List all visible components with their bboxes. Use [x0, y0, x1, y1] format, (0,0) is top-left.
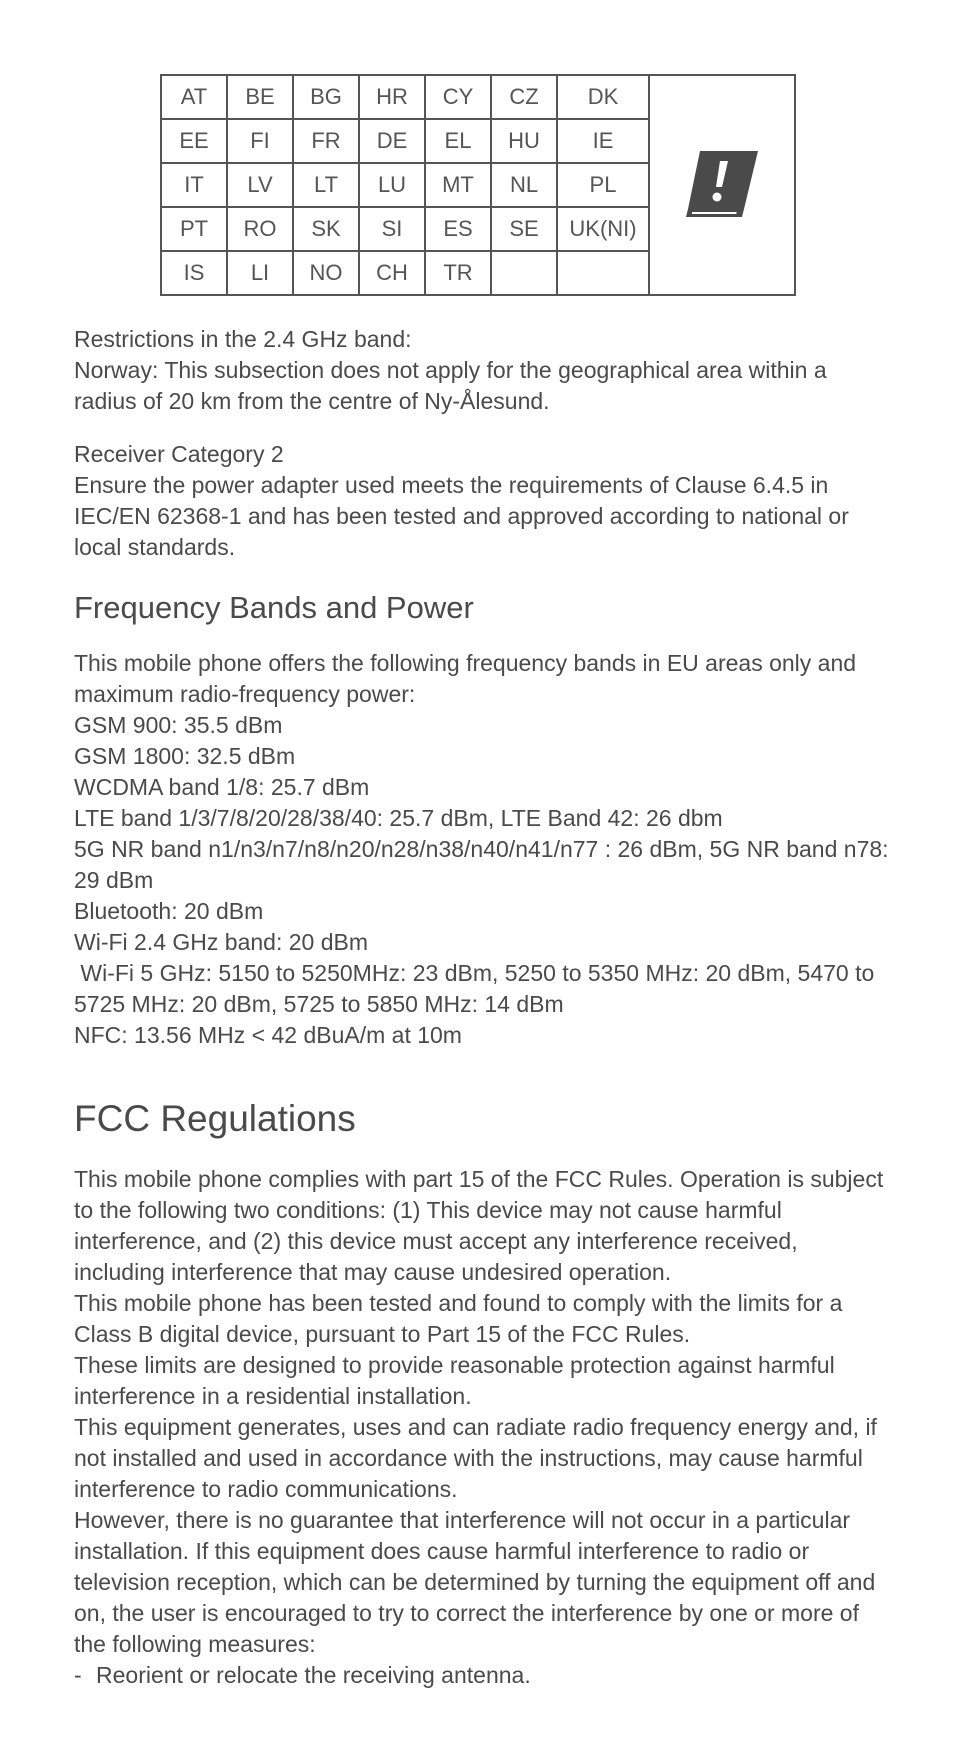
frequency-heading: Frequency Bands and Power — [74, 590, 474, 625]
country-cell: SI — [359, 207, 425, 251]
fcc-paragraph: These limits are designed to provide reasonable protection against harmful interference in a residential installation. — [74, 1352, 835, 1409]
country-cell: MT — [425, 163, 491, 207]
frequency-section — [74, 648, 894, 1051]
country-cell: BG — [293, 75, 359, 119]
country-cell: LV — [227, 163, 293, 207]
frequency-line: LTE band 1/3/7/8/20/28/38/40: 25.7 dBm, LTE Band 42: 26 dbm — [74, 805, 723, 831]
country-cell: ES — [425, 207, 491, 251]
country-cell: SK — [293, 207, 359, 251]
list-item — [74, 1660, 894, 1691]
country-cell: NL — [491, 163, 557, 207]
receiver-section — [74, 439, 894, 563]
frequency-line: Bluetooth: 20 dBm — [74, 898, 264, 924]
fcc-section — [74, 1164, 894, 1691]
frequency-line: NFC: 13.56 MHz < 42 dBuA/m at 10m — [74, 1022, 462, 1048]
country-cell: RO — [227, 207, 293, 251]
fcc-paragraph: This mobile phone has been tested and found to comply with the limits for a Class B digital device, pursuant to Part 15 of the FCC Rules. — [74, 1290, 843, 1347]
frequency-line: GSM 1800: 32.5 dBm — [74, 743, 296, 769]
country-cell — [491, 251, 557, 295]
country-cell: TR — [425, 251, 491, 295]
country-cell: DE — [359, 119, 425, 163]
country-cell: DK — [557, 75, 649, 119]
country-cell: HU — [491, 119, 557, 163]
country-cell: EL — [425, 119, 491, 163]
country-table — [160, 74, 796, 296]
country-cell: LT — [293, 163, 359, 207]
icon-cell — [649, 75, 795, 295]
country-cell: PL — [557, 163, 649, 207]
frequency-line: Wi-Fi 2.4 GHz band: 20 dBm — [74, 929, 368, 955]
frequency-line: WCDMA band 1/8: 25.7 dBm — [74, 774, 370, 800]
country-cell: CZ — [491, 75, 557, 119]
manual-warning-icon — [680, 147, 764, 223]
country-cell: SE — [491, 207, 557, 251]
restrictions-section — [74, 324, 894, 417]
country-cell: FR — [293, 119, 359, 163]
fcc-heading: FCC Regulations — [74, 1098, 356, 1139]
frequency-line: 5G NR band n1/n3/n7/n8/n20/n28/n38/n40/n41/n77 : 26 dBm, 5G NR band n78: 29 dBm — [74, 836, 889, 893]
bullet-dash: - — [74, 1662, 82, 1688]
country-cell: LI — [227, 251, 293, 295]
restrictions-body: Norway: This subsection does not apply for the geographical area within a radius of 20 km from the centre of Ny-Ålesund. — [74, 357, 827, 414]
country-cell: CH — [359, 251, 425, 295]
country-cell: IS — [161, 251, 227, 295]
frequency-line: GSM 900: 35.5 dBm — [74, 712, 283, 738]
country-cell: IT — [161, 163, 227, 207]
fcc-paragraph: However, there is no guarantee that interference will not occur in a particular installation. If this equipment does cause harmful interference to radio or television reception, which can be determined by turning the equipment off and on, the user is encouraged to try to correct the interference by one or more of the following measures: — [74, 1507, 876, 1657]
country-cell: BE — [227, 75, 293, 119]
frequency-intro: This mobile phone offers the following frequency bands in EU areas only and maximum radio-frequency power: — [74, 650, 857, 707]
country-cell: EE — [161, 119, 227, 163]
country-cell: UK(NI) — [557, 207, 649, 251]
country-cell: LU — [359, 163, 425, 207]
country-cell — [557, 251, 649, 295]
receiver-title: Receiver Category 2 — [74, 441, 284, 467]
frequency-line: Wi-Fi 5 GHz: 5150 to 5250MHz: 23 dBm, 5250 to 5350 MHz: 20 dBm, 5470 to 5725 MHz: 20 dBm, 5725 to 5850 MHz: 14 dBm — [74, 960, 881, 1017]
country-cell: PT — [161, 207, 227, 251]
country-cell: IE — [557, 119, 649, 163]
country-cell: CY — [425, 75, 491, 119]
bullet-text: Reorient or relocate the receiving antenna. — [96, 1662, 531, 1688]
fcc-paragraph: This equipment generates, uses and can radiate radio frequency energy and, if not installed and used in accordance with the instructions, may cause harmful interference to radio communications. — [74, 1414, 877, 1502]
restrictions-title: Restrictions in the 2.4 GHz band: — [74, 326, 412, 352]
country-cell: FI — [227, 119, 293, 163]
table-row — [161, 75, 795, 119]
country-cell: AT — [161, 75, 227, 119]
receiver-body: Ensure the power adapter used meets the requirements of Clause 6.4.5 in IEC/EN 62368-1 and has been tested and approved according to national or local standards. — [74, 472, 849, 560]
fcc-paragraph: This mobile phone complies with part 15 of the FCC Rules. Operation is subject to the following two conditions: (1) This device may not cause harmful interference, and (2) this device must accept any interference received, including interference that may cause undesired operation. — [74, 1166, 884, 1285]
country-cell: NO — [293, 251, 359, 295]
country-cell: HR — [359, 75, 425, 119]
